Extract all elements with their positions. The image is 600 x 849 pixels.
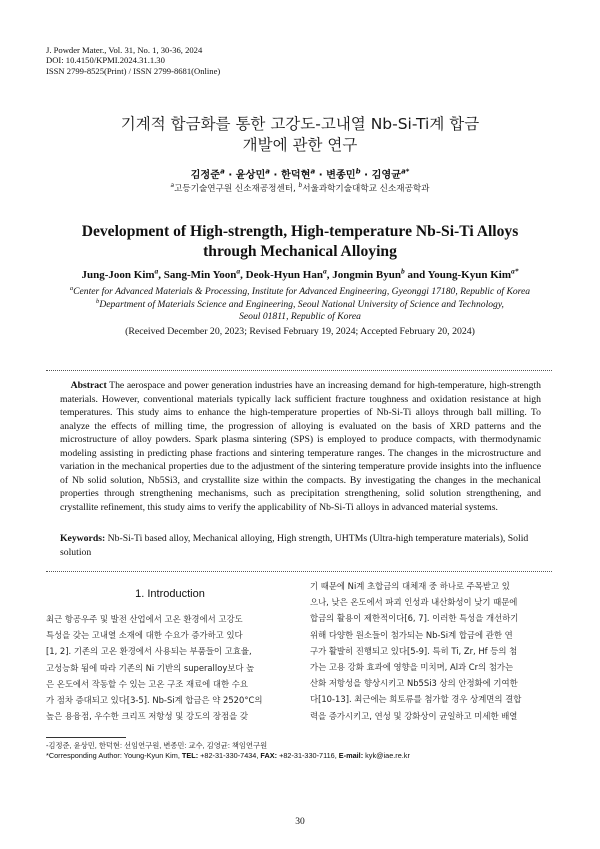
author-separator: ,	[158, 269, 164, 281]
author-affil-mark: b	[401, 266, 405, 276]
body-left-column	[46, 611, 298, 724]
divider-top	[46, 370, 552, 371]
body-right-column	[310, 578, 560, 724]
body-line: 력을 증가시키고, 연성 및 강화상이 균일하고 미세한 배열	[310, 710, 518, 721]
keywords-text: Nb-Si-Ti based alloy, Mechanical alloying, High strength, UHTMs (Ultra-high temperature materials), Solid solution	[60, 533, 529, 558]
author-name: 김정준	[190, 170, 221, 181]
footnote-rule	[46, 737, 126, 738]
fax-value: +82-31-330-7116,	[279, 751, 337, 760]
author-affil-mark: a*	[511, 266, 519, 276]
body-line: 특성을 갖는 고내열 소재에 대한 수요가 증가하고 있다	[46, 630, 243, 641]
tel-value: +82-31-330-7434,	[200, 751, 259, 760]
author-name: 변종민	[326, 170, 356, 181]
english-affiliations	[30, 286, 570, 324]
author-separator: ,	[326, 269, 333, 281]
english-title	[0, 222, 600, 261]
korean-affil-b: 서울과학기술대학교 신소재공학과	[302, 184, 430, 194]
abstract	[60, 379, 541, 514]
doi[interactable]: DOI: 10.4150/KPMI.2024.31.1.30	[46, 55, 165, 66]
author-name: Deok-Hyun Han	[245, 269, 323, 281]
journal-citation: J. Powder Mater., Vol. 31, No. 1, 30-36, 2024	[46, 45, 203, 55]
email-link[interactable]: kyk@iae.re.kr	[365, 751, 410, 760]
author-affil-mark: a	[220, 167, 225, 176]
author-name: 한덕현	[280, 170, 311, 181]
received-dates: (Received December 20, 2023; Revised February 19, 2024; Accepted February 20, 2024)	[125, 326, 475, 337]
body-line: 다[10-13]. 최근에는 희토류를 첨가할 경우 상계면의 결합	[310, 694, 522, 705]
body-line: [1, 2]. 기존의 고온 환경에서 사용되는 부품들이 고효율,	[46, 646, 252, 657]
english-title-line2: through Mechanical Alloying	[203, 242, 397, 260]
author-separator: and	[404, 269, 428, 281]
corr-label: *Corresponding Author:	[46, 751, 122, 760]
fax-label: FAX:	[260, 751, 278, 760]
body-line: 고성능화 됨에 따라 기존의 Ni 기반의 superalloy보다 높	[46, 662, 255, 673]
korean-title-line1: 기계적 합금화를 통한 고강도-고내열 Nb-Si-Ti계 합금	[120, 115, 480, 133]
author-separator: ·	[318, 170, 323, 181]
author-name: 윤상민	[235, 170, 266, 181]
author-affil-mark: a*	[401, 167, 410, 176]
body-line: 합금의 활용이 제한적이다[6, 7]. 이러한 특성을 개선하기	[310, 613, 519, 624]
affil-mark: b	[96, 297, 100, 305]
abstract-text: The aerospace and power generation industries have an increasing demand for high-temperature, high-strength materials. However, conventional materials typically lack sufficient fracture toughness and oxidation resistance at high temperatures. This study aims to enhance the high-temperature properties of Nb-Si-Ti alloys through ball milling. To analyze the effects of milling time, the progression of alloying is evaluated on the basis of XRD patterns and the microstructure of alloy powders. Spark plasma sintering (SPS) is employed to produce compacts, with thermodynamic modeling assisting in predicting phase fractions and sintering temperature ranges. The changes in the microstructure and variation in the mechanical properties due to the adjustment of the sintering temperature provide insights into the influence of Nb solid solution, Nb5Si3, and crystallite size within the compacts. By investigating the changes in the mechanical properties through strengthening mechanisms, such as precipitation strengthening, solid solution strengthening, and crystallite refinement, this study aims to verify the applicability of Nb-Si-Ti alloys in advanced material systems.	[60, 380, 542, 513]
author-affil-mark: a	[310, 167, 316, 176]
abstract-label: Abstract	[70, 380, 107, 391]
affil-mark: a	[170, 183, 175, 190]
tel-label: TEL:	[181, 751, 199, 760]
email-label: E-mail:	[338, 751, 364, 760]
author-affil-mark: a	[154, 266, 159, 276]
body-line: 위해 다양한 원소들이 첨가되는 Nb-Si계 합금에 관한 연	[310, 629, 513, 640]
korean-authors	[0, 166, 600, 181]
english-title-line1: Development of High-strength, High-temperature Nb-Si-Ti Alloys	[81, 223, 519, 240]
english-affil-b-line	[30, 299, 570, 312]
body-line: 으나, 낮은 온도에서 파괴 인성과 내산화성이 낮기 때문에	[310, 597, 518, 608]
author-affil-mark: a	[236, 266, 241, 276]
english-affil-b-cont: Seoul 01811, Republic of Korea	[239, 311, 361, 323]
author-name: 김영균	[371, 170, 402, 181]
body-line: 은 온도에서 작동할 수 있는 고온 구조 재료에 대한 수요	[46, 678, 248, 689]
author-name: Jung-Joon Kim	[81, 269, 155, 281]
footnote	[46, 741, 410, 761]
author-name: Sang-Min Yoon	[163, 269, 237, 281]
affil-mark: a	[69, 284, 74, 292]
affil-mark: b	[298, 183, 303, 190]
korean-affil-a: 고등기술연구원 신소재공정센터,	[174, 184, 296, 194]
english-affil-a: Center for Advanced Materials & Processing, Institute for Advanced Engineering, Gyeonggi 17180, Republic of Korea	[73, 286, 531, 297]
corr-name: Young-Kyun Kim,	[123, 751, 180, 760]
author-affil-mark: a	[322, 266, 327, 276]
author-affil-mark: b	[355, 167, 361, 176]
keywords	[60, 532, 541, 559]
korean-affiliations	[0, 182, 600, 194]
body-line: 가 점차 증대되고 있다[3-5]. Nb-Si계 합금은 약 2520°C의	[46, 695, 263, 706]
page-number: 30	[295, 817, 305, 827]
korean-title-line2: 개발에 관한 연구	[242, 136, 358, 154]
author-affil-mark: a	[265, 167, 270, 176]
author-separator: ·	[273, 170, 278, 181]
introduction-heading: 1. Introduction	[135, 588, 205, 600]
divider-bottom	[46, 571, 552, 572]
korean-title	[0, 114, 600, 156]
author-separator: ,	[240, 269, 246, 281]
body-line: 구가 활발히 진행되고 있다[5-9]. 특히 Ti, Zr, Hf 등의 첨	[310, 645, 518, 656]
body-line: 높은 용융점, 우수한 크리프 저항성 및 강도의 장점을 갖	[46, 711, 248, 722]
english-affil-a-line	[30, 286, 570, 299]
english-affil-b: Department of Materials Science and Engineering, Seoul National University of Science and Technology,	[99, 298, 504, 310]
footnote-roles: -김정준, 윤상민, 한덕현: 선임연구원, 변종민: 교수, 김영균: 책임연구원	[46, 741, 268, 750]
body-line: 가는 고용 강화 효과에 영향을 미치며, Al과 Cr의 첨가는	[310, 662, 514, 673]
author-name: Jongmin Byun	[332, 269, 401, 281]
footnote-corresponding	[46, 751, 410, 761]
body-line: 산화 저항성을 향상시키고 Nb5Si3 상의 안정화에 기여한	[310, 678, 518, 689]
body-line: 기 때문에 Ni계 초합금의 대체재 중 하나로 주목받고 있	[310, 581, 510, 591]
issn: ISSN 2799-8525(Print) / ISSN 2799-8681(Online)	[46, 65, 221, 76]
author-separator: ·	[228, 170, 233, 181]
author-separator: ·	[364, 170, 369, 181]
author-name: Young-Kyun Kim	[427, 269, 512, 281]
keywords-label: Keywords:	[60, 533, 106, 544]
english-authors	[0, 266, 600, 281]
journal-header	[46, 45, 220, 76]
body-line: 최근 항공우주 및 발전 산업에서 고온 환경에서 고강도	[46, 614, 243, 624]
